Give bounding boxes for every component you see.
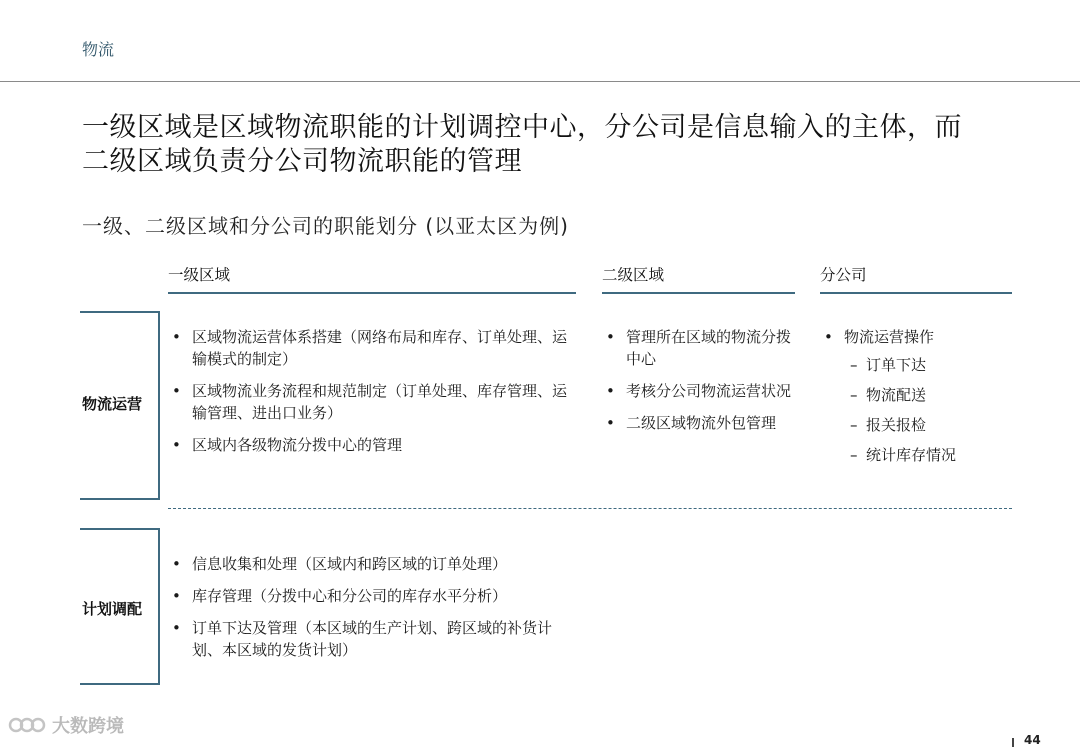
list-item: • 管理所在区域的物流分拨中心 <box>604 326 794 370</box>
logistics-level2-list <box>604 326 794 444</box>
sub-list-item: – 订单下达 <box>844 354 1012 376</box>
row-bracket-top-logistics <box>80 311 160 313</box>
page-number: 44 <box>1024 733 1041 747</box>
row-label-logistics: 物流运营 <box>82 395 143 413</box>
sub-list-item: – 统计库存情况 <box>844 444 1012 466</box>
row-label-planning: 计划调配 <box>82 600 143 618</box>
logistics-level1-list <box>170 326 570 466</box>
list-item: • 考核分公司物流运营状况 <box>604 380 794 402</box>
list-item: • 区域物流业务流程和规范制定（订单处理、库存管理、运输管理、进出口业务） <box>170 380 570 424</box>
page-headline <box>82 111 1042 179</box>
column-rule-level2 <box>602 292 795 294</box>
row-bracket-side-planning <box>158 528 160 685</box>
sub-list-item: – 物流配送 <box>844 384 1012 406</box>
branch-main-item: 物流运营操作 <box>844 328 935 346</box>
list-item: • 区域物流运营体系搭建（网络布局和库存、订单处理、运输模式的制定） <box>170 326 570 370</box>
list-item: • 二级区域物流外包管理 <box>604 412 794 434</box>
list-item: • 区域内各级物流分拨中心的管理 <box>170 434 570 456</box>
row-bracket-side-logistics <box>158 311 160 500</box>
page-number-marker <box>1012 738 1014 747</box>
headline-line-1: 一级区域是区域物流职能的计划调控中心，分公司是信息输入的主体，而 <box>82 112 962 143</box>
branch-sub-list <box>844 354 1012 466</box>
planning-level1-list <box>170 553 570 671</box>
watermark-logo-icon <box>8 714 46 736</box>
row-bracket-top-planning <box>80 528 160 530</box>
watermark-text: 大数跨境 <box>52 716 124 737</box>
column-rule-branch <box>820 292 1012 294</box>
list-item: • 库存管理（分拨中心和分公司的库存水平分析） <box>170 585 570 607</box>
column-header-level2: 二级区域 <box>602 266 665 284</box>
page-subtitle: 一级、二级区域和分公司的职能划分 (以亚太区为例) <box>82 214 569 238</box>
column-rule-level1 <box>168 292 576 294</box>
column-header-level1: 一级区域 <box>168 266 231 284</box>
sub-list-item: – 报关报检 <box>844 414 1012 436</box>
header-divider <box>0 81 1080 82</box>
row-divider <box>168 508 1012 509</box>
list-item <box>822 326 1012 466</box>
row-bracket-bottom-planning <box>80 683 160 685</box>
list-item: • 订单下达及管理（本区域的生产计划、跨区域的补货计划、本区域的发货计划） <box>170 617 570 661</box>
row-bracket-bottom-logistics <box>80 498 160 500</box>
list-item: • 信息收集和处理（区域内和跨区域的订单处理） <box>170 553 570 575</box>
column-header-branch: 分公司 <box>820 266 867 284</box>
headline-line-2: 二级区域负责分公司物流职能的管理 <box>82 146 522 177</box>
section-label: 物流 <box>82 40 115 59</box>
logistics-branch-list <box>822 326 1012 476</box>
watermark <box>8 712 124 738</box>
